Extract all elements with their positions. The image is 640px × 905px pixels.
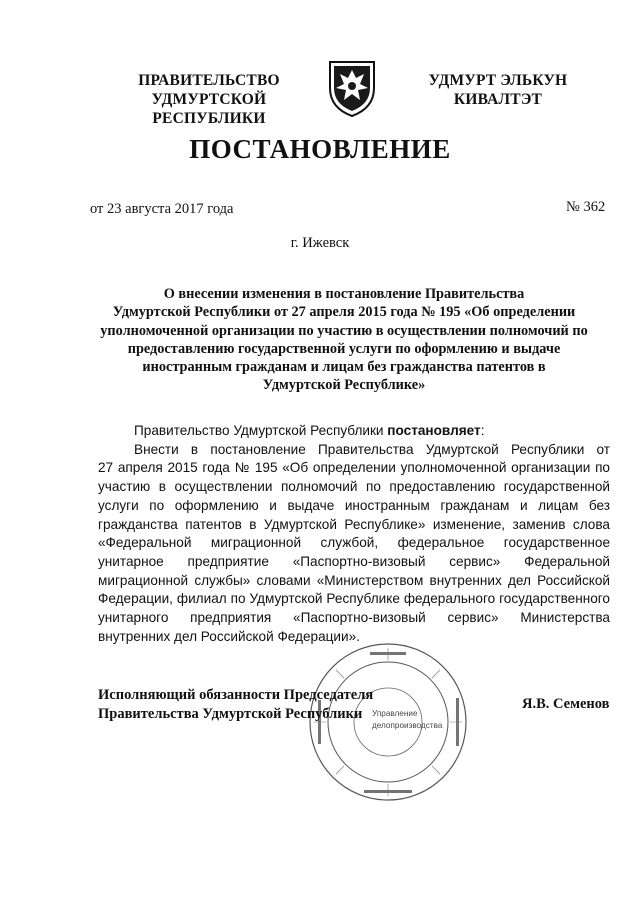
body-line: услуги по оформлению и выдаче иностранным гражданам и лицам без xyxy=(98,497,610,513)
header-udm xyxy=(418,71,578,109)
title-line: Удмуртской Республике» xyxy=(262,377,426,394)
body-intro: Правительство Удмуртской Республики постановляет: xyxy=(134,423,485,438)
body-line: Внести в постановление Правительства Удмуртской Республики от xyxy=(134,441,610,457)
body-line: унитарное предприятие «Паспортно-визовый сервис» Федеральной xyxy=(98,553,610,569)
body-line: миграционной службы» словами «Министерством внутренних дел Российской xyxy=(98,572,610,588)
header-udm-line1: УДМУРТ ЭЛЬКУН xyxy=(428,72,568,89)
body-line: унитарного предприятия «Паспортно-визовый сервис» Министерства xyxy=(98,610,610,626)
signatory-position-line1: Исполняющий обязанности Председателя xyxy=(98,687,374,703)
document-number: № 362 xyxy=(566,199,606,215)
document-date: от 23 августа 2017 года xyxy=(90,201,234,217)
signatory-position xyxy=(98,686,373,724)
document-type: ПОСТАНОВЛЕНИЕ xyxy=(189,134,451,164)
body-line: гражданства патентов в Удмуртской Республике» изменение, заменив слова xyxy=(98,516,610,532)
header-ru xyxy=(104,71,314,128)
stamp-line2: делопроизводства xyxy=(372,721,443,730)
title-line: О внесении изменения в постановление Правительства xyxy=(163,286,525,302)
body-line: участию в осуществлении полномочий по предоставлению государственной xyxy=(98,479,610,495)
title-line: Удмуртской Республики от 27 апреля 2015 года № 195 «Об определении xyxy=(112,304,576,321)
body-line: «Федеральной миграционной службой, федеральное государственное xyxy=(98,535,610,551)
coat-of-arms-icon xyxy=(326,58,378,118)
body-line: внутренних дел Российской Федерации». xyxy=(98,628,360,644)
document-place: г. Ижевск xyxy=(290,235,350,251)
stamp-line1: Управление xyxy=(372,709,418,718)
title-line: предоставлению государственной услуги по оформлению и выдаче xyxy=(127,340,561,357)
header-ru-line2: УДМУРТСКОЙ РЕСПУБЛИКИ xyxy=(151,91,267,127)
header-ru-line1: ПРАВИТЕЛЬСТВО xyxy=(138,72,280,89)
body-line: 27 апреля 2015 года № 195 «Об определении уполномоченной организации по xyxy=(98,460,610,476)
header-udm-line2: КИВАЛТЭТ xyxy=(453,91,543,108)
document-title xyxy=(88,285,600,395)
signatory-position-line2: Правительства Удмуртской Республики xyxy=(98,706,363,722)
body-intro-bold: постановляет xyxy=(387,423,481,438)
document-body xyxy=(98,422,610,646)
title-line: уполномоченной организации по участию в осуществлении полномочий по xyxy=(100,322,588,339)
title-line: иностранным гражданам и лицам без гражданства патентов в xyxy=(142,359,546,376)
signatory-name: Я.В. Семенов xyxy=(522,696,610,712)
body-line: Федерации, филиал по Удмуртской Республике федерального государственного xyxy=(98,591,610,607)
